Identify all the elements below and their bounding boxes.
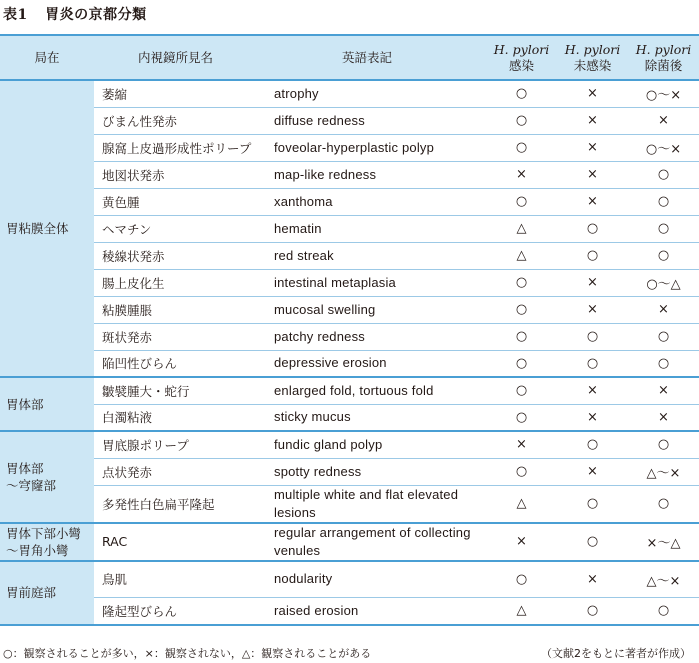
- finding-en-cell: depressive erosion: [264, 350, 486, 377]
- location-line: 〜穹窿部: [6, 477, 57, 493]
- infected-cell: ○: [486, 377, 557, 404]
- eradicated-cell: ○: [628, 485, 699, 523]
- finding-jp-cell: 点状発赤: [94, 458, 264, 485]
- location-cell: [0, 523, 94, 561]
- table-row: [0, 561, 699, 598]
- header-eradicated-label: 除菌後: [644, 57, 683, 73]
- infected-cell: ○: [486, 296, 557, 323]
- eradicated-cell: ×〜△: [628, 523, 699, 561]
- uninfected-cell: ○: [557, 598, 628, 625]
- location-line: 胃体部: [6, 460, 44, 476]
- uninfected-cell: ×: [557, 561, 628, 598]
- table-row: [0, 404, 699, 431]
- eradicated-cell: △〜×: [628, 561, 699, 598]
- header-uninfected-label: 未感染: [573, 57, 612, 73]
- finding-jp-cell: 萎縮: [94, 80, 264, 107]
- infected-cell: ○: [486, 350, 557, 377]
- eradicated-cell: ○: [628, 598, 699, 625]
- table-row: [0, 80, 699, 107]
- table-row: [0, 296, 699, 323]
- finding-jp-cell: 粘膜腫脹: [94, 296, 264, 323]
- finding-en-cell: nodularity: [264, 561, 486, 598]
- finding-en-cell: map-like redness: [264, 161, 486, 188]
- table-row: [0, 107, 699, 134]
- finding-en-cell: atrophy: [264, 80, 486, 107]
- table-title: [3, 4, 147, 24]
- finding-en-cell: regular arrangement of collecting venules: [264, 523, 486, 561]
- infected-cell: △: [486, 598, 557, 625]
- finding-en-cell: patchy redness: [264, 323, 486, 350]
- eradicated-cell: ○: [628, 215, 699, 242]
- infected-cell: ○: [486, 134, 557, 161]
- eradicated-cell: ○〜△: [628, 269, 699, 296]
- table-caption: 胃炎の京都分類: [45, 7, 147, 23]
- uninfected-cell: ×: [557, 458, 628, 485]
- hp-label: H. pylori: [635, 41, 692, 57]
- finding-jp-cell: 地図状発赤: [94, 161, 264, 188]
- eradicated-cell: ○: [628, 242, 699, 269]
- table-row: [0, 350, 699, 377]
- infected-cell: ○: [486, 269, 557, 296]
- table-row: [0, 485, 699, 523]
- infected-cell: ○: [486, 561, 557, 598]
- table-row: [0, 269, 699, 296]
- uninfected-cell: ×: [557, 269, 628, 296]
- header-row: [0, 35, 699, 80]
- finding-en-cell: sticky mucus: [264, 404, 486, 431]
- eradicated-cell: ×: [628, 296, 699, 323]
- table-row: [0, 323, 699, 350]
- finding-en-cell: fundic gland polyp: [264, 431, 486, 458]
- finding-en-cell: foveolar-hyperplastic polyp: [264, 134, 486, 161]
- infected-cell: ○: [486, 80, 557, 107]
- infected-cell: ○: [486, 188, 557, 215]
- header-uninfected: [557, 35, 628, 80]
- infected-cell: ○: [486, 404, 557, 431]
- location-line: 胃体部: [6, 396, 44, 412]
- finding-jp-cell: 鳥肌: [94, 561, 264, 598]
- uninfected-cell: ○: [557, 323, 628, 350]
- table-row: [0, 215, 699, 242]
- legend-note: ○：観察されることが多い，×：観察されない，△：観察されることがある: [3, 647, 372, 660]
- header-english: 英語表記: [264, 35, 486, 80]
- uninfected-cell: ○: [557, 431, 628, 458]
- eradicated-cell: ○: [628, 323, 699, 350]
- finding-en-cell: mucosal swelling: [264, 296, 486, 323]
- uninfected-cell: ×: [557, 161, 628, 188]
- hp-label: H. pylori: [493, 41, 550, 57]
- table-row: [0, 161, 699, 188]
- finding-jp-cell: 陥凹性びらん: [94, 350, 264, 377]
- table-row: [0, 134, 699, 161]
- location-line: 胃体下部小彎: [6, 525, 82, 541]
- eradicated-cell: ○: [628, 161, 699, 188]
- finding-jp-cell: 黄色腫: [94, 188, 264, 215]
- table-row: [0, 523, 699, 561]
- table-row: [0, 242, 699, 269]
- eradicated-cell: ○〜×: [628, 80, 699, 107]
- table-row: [0, 188, 699, 215]
- finding-jp-cell: 隆起型びらん: [94, 598, 264, 625]
- kyoto-classification-table: [0, 34, 699, 626]
- finding-jp-cell: 胃底腺ポリープ: [94, 431, 264, 458]
- uninfected-cell: ○: [557, 485, 628, 523]
- finding-en-cell: xanthoma: [264, 188, 486, 215]
- eradicated-cell: ×: [628, 377, 699, 404]
- finding-en-cell: multiple white and flat elevated lesions: [264, 485, 486, 523]
- finding-jp-cell: 多発性白色扁平隆起: [94, 485, 264, 523]
- infected-cell: ×: [486, 161, 557, 188]
- location-cell: [0, 431, 94, 523]
- finding-jp-cell: 斑状発赤: [94, 323, 264, 350]
- uninfected-cell: ×: [557, 404, 628, 431]
- finding-en-cell: diffuse redness: [264, 107, 486, 134]
- finding-en-cell: enlarged fold, tortuous fold: [264, 377, 486, 404]
- finding-en-cell: red streak: [264, 242, 486, 269]
- eradicated-cell: ×: [628, 404, 699, 431]
- finding-jp-cell: 腸上皮化生: [94, 269, 264, 296]
- header-endoscopic-finding: 内視鏡所見名: [94, 35, 264, 80]
- location-line: 胃粘膜全体: [6, 221, 69, 236]
- location-line: 胃前庭部: [6, 585, 57, 600]
- finding-jp-cell: 稜線状発赤: [94, 242, 264, 269]
- header-infected: [486, 35, 557, 80]
- table-body: [0, 80, 699, 625]
- table-row: [0, 458, 699, 485]
- finding-en-cell: intestinal metaplasia: [264, 269, 486, 296]
- table-number: 表1: [3, 7, 28, 23]
- eradicated-cell: △〜×: [628, 458, 699, 485]
- eradicated-cell: ×: [628, 107, 699, 134]
- infected-cell: △: [486, 215, 557, 242]
- table-row: [0, 377, 699, 404]
- uninfected-cell: ○: [557, 523, 628, 561]
- uninfected-cell: ×: [557, 134, 628, 161]
- location-cell: [0, 561, 94, 625]
- header-location: 局在: [0, 35, 94, 80]
- table-row: [0, 431, 699, 458]
- uninfected-cell: ×: [557, 107, 628, 134]
- finding-en-cell: raised erosion: [264, 598, 486, 625]
- source-note: （文献2をもとに著者が作成）: [541, 647, 691, 660]
- infected-cell: ○: [486, 458, 557, 485]
- uninfected-cell: ×: [557, 188, 628, 215]
- eradicated-cell: ○: [628, 431, 699, 458]
- infected-cell: △: [486, 242, 557, 269]
- finding-jp-cell: ヘマチン: [94, 215, 264, 242]
- infected-cell: △: [486, 485, 557, 523]
- uninfected-cell: ○: [557, 242, 628, 269]
- header-infected-label: 感染: [508, 57, 534, 73]
- uninfected-cell: ○: [557, 215, 628, 242]
- hp-label: H. pylori: [564, 41, 621, 57]
- finding-jp-cell: RAC: [94, 523, 264, 561]
- infected-cell: ○: [486, 323, 557, 350]
- uninfected-cell: ×: [557, 377, 628, 404]
- location-line: 〜胃角小彎: [6, 542, 69, 558]
- finding-jp-cell: 皺襞腫大・蛇行: [94, 377, 264, 404]
- finding-jp-cell: 腺窩上皮過形成性ポリープ: [94, 134, 264, 161]
- table-row: [0, 598, 699, 625]
- eradicated-cell: ○〜×: [628, 134, 699, 161]
- finding-en-cell: spotty redness: [264, 458, 486, 485]
- finding-jp-cell: びまん性発赤: [94, 107, 264, 134]
- eradicated-cell: ○: [628, 188, 699, 215]
- finding-en-cell: hematin: [264, 215, 486, 242]
- eradicated-cell: ○: [628, 350, 699, 377]
- uninfected-cell: ○: [557, 350, 628, 377]
- header-eradicated: [628, 35, 699, 80]
- uninfected-cell: ×: [557, 296, 628, 323]
- infected-cell: ×: [486, 431, 557, 458]
- location-cell: [0, 80, 94, 377]
- finding-jp-cell: 白濁粘液: [94, 404, 264, 431]
- location-cell: [0, 377, 94, 431]
- infected-cell: ○: [486, 107, 557, 134]
- uninfected-cell: ×: [557, 80, 628, 107]
- infected-cell: ×: [486, 523, 557, 561]
